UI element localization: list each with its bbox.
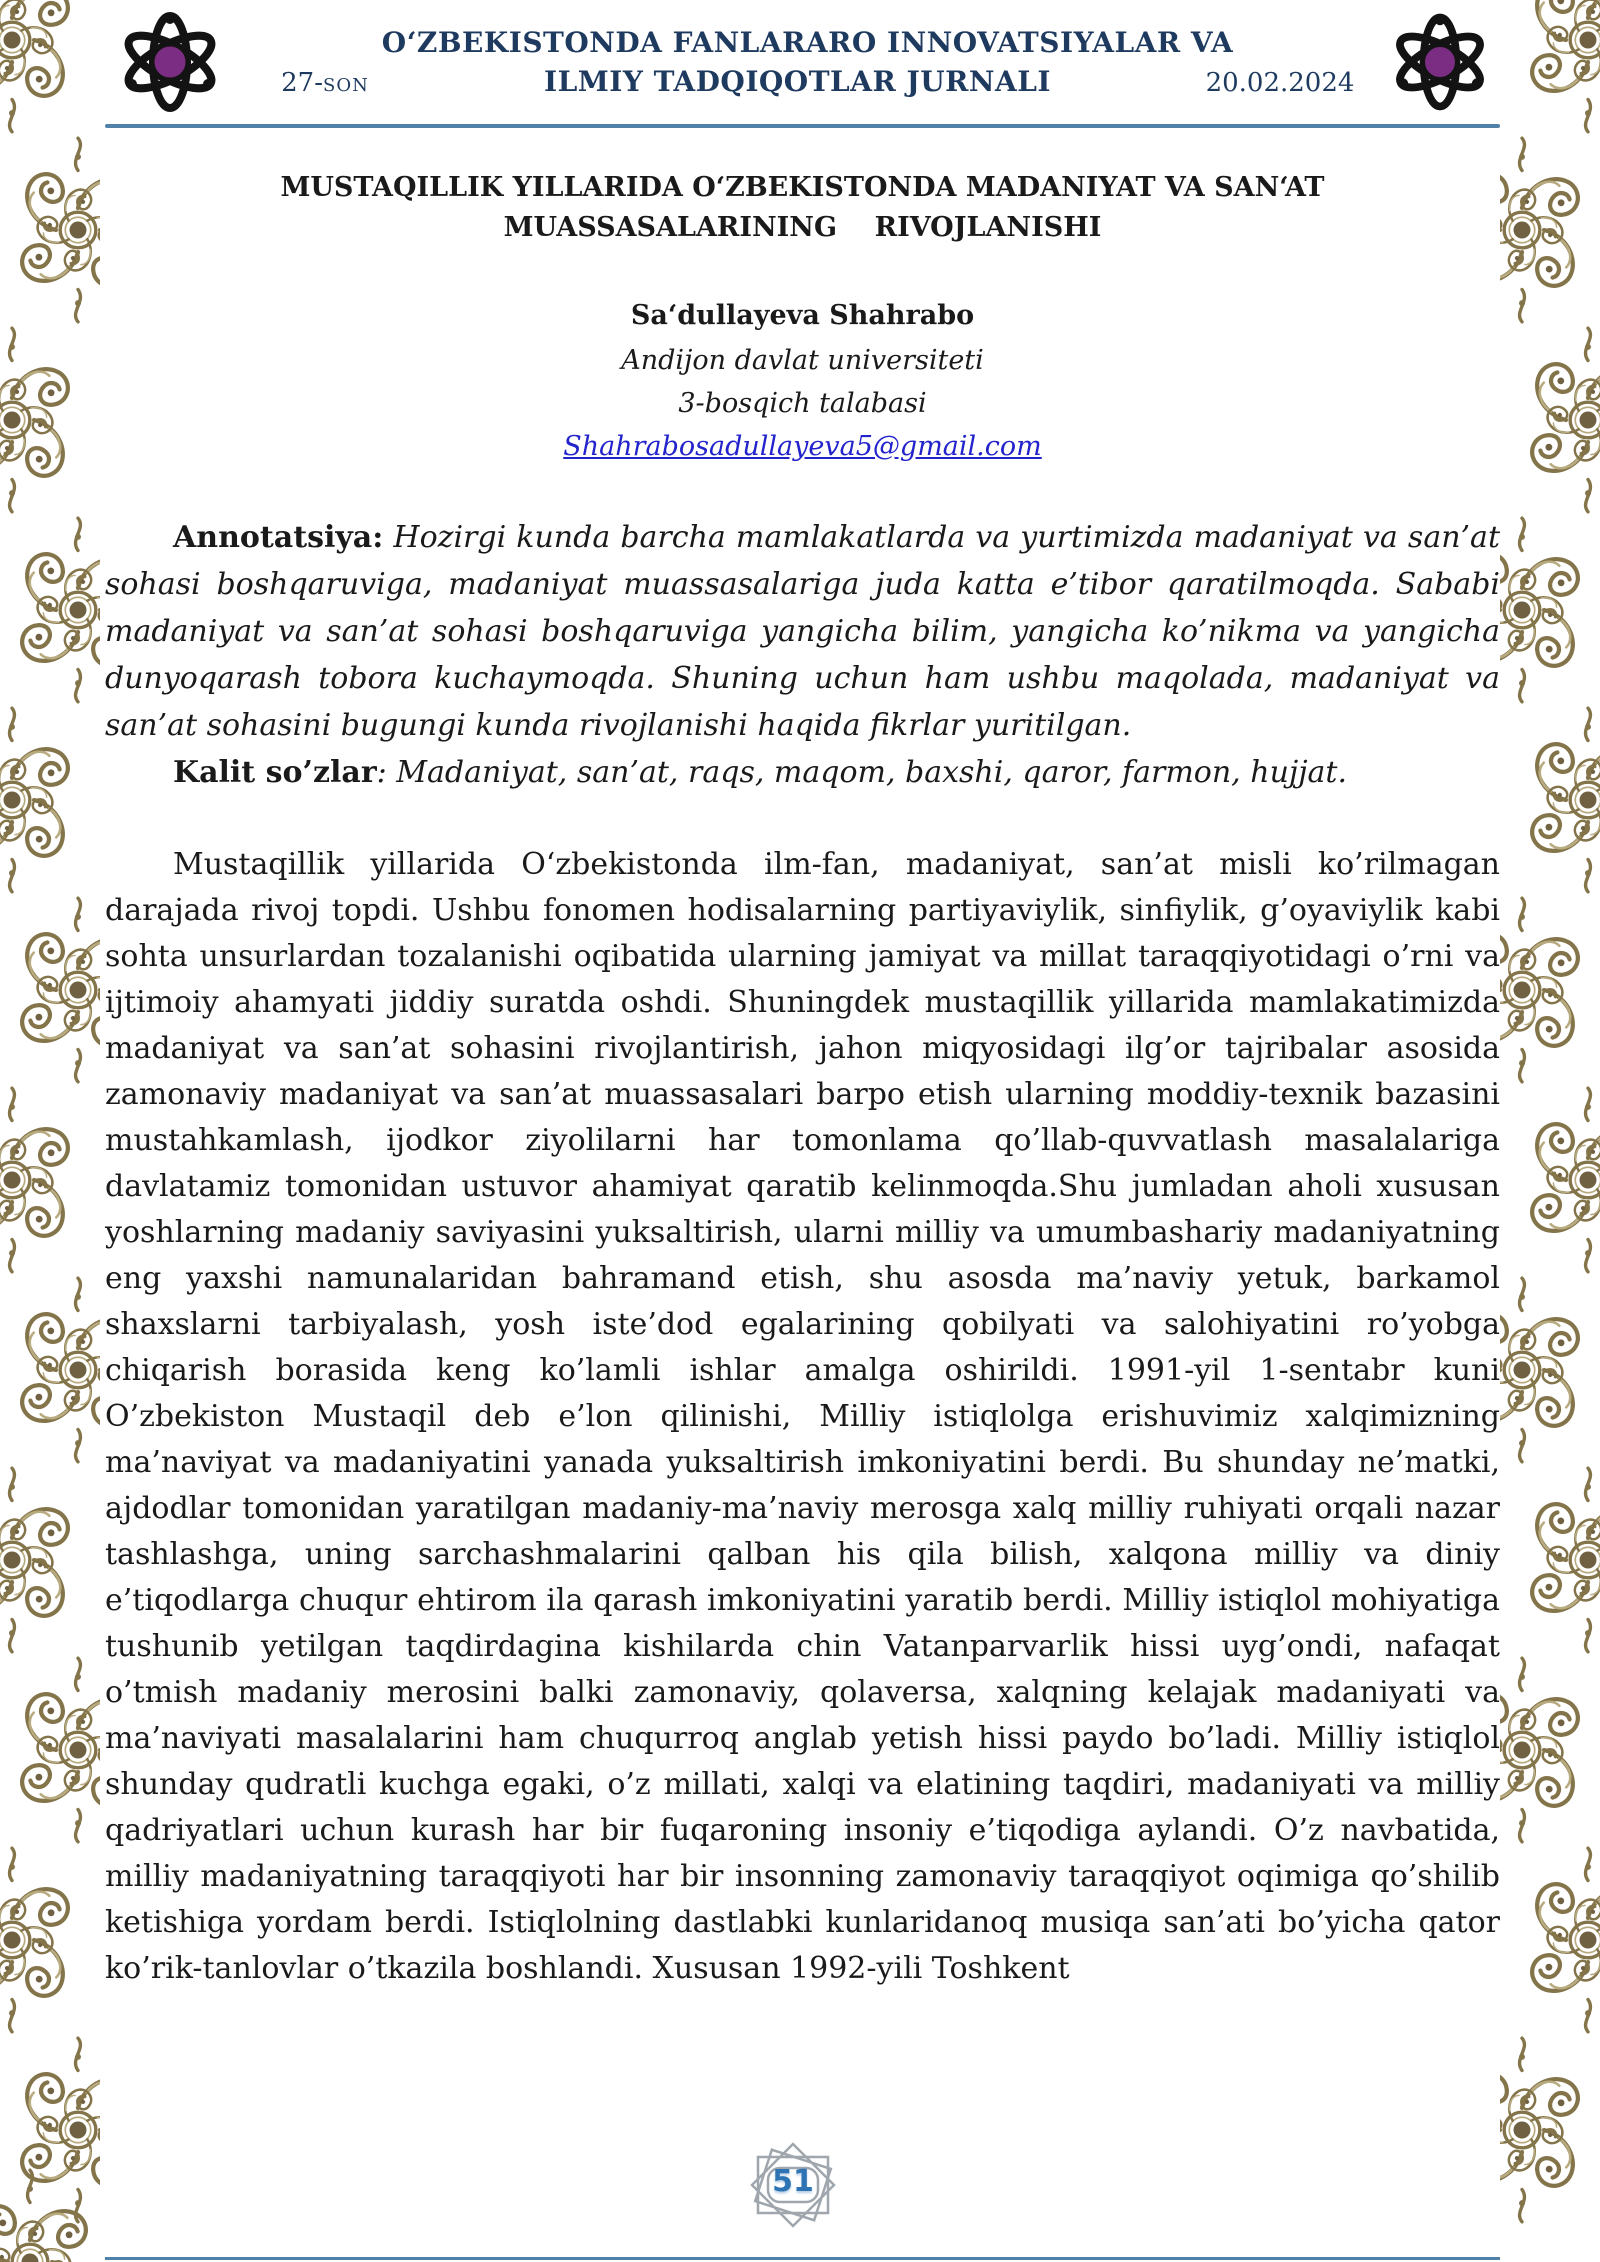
keywords-line <box>105 749 1500 796</box>
bottom-rule <box>105 2257 1500 2260</box>
keywords-text: : Madaniyat, san’at, raqs, maqom, baxshi, qaror, farmon, hujjat. <box>376 755 1347 790</box>
body-paragraph: Mustaqillik yillarida Oʻzbekistonda ilm-fan, madaniyat, san’at misli ko’rilmagan darajada rivoj topdi. Ushbu fonomen hodisalarning partiyaviylik, sinfiylik, g’oyaviylik kabi sohta unsurlardan tozalanishi oqibatida ularning jamiyat va millat taraqqiyotidagi o’rni va ijtimoiy ahamyati jiddiy suratda oshdi. Shuningdek mustaqillik yillarida mamlakatimizda madaniyat va san’at sohasini rivojlantirish, jahon miqyosidagi ilg’or tajribalar asosida zamonaviy madaniyat va san’at muassasalari barpo etish ularning moddiy-texnik bazasini mustahkamlash, ijodkor ziyolilarni har tomonlama qo’llab-quvvatlash masalalariga davlatamiz tomonidan ustuvor ahamiyat qaratib kelinmoqda.Shu jumladan aholi xususan yoshlarning madaniy saviyasini yuksaltirish, ularni milliy va umumbashariy madaniyatning eng yaxshi namunalaridan bahramand etish, shu asosda ma’naviy yetuk, barkamol shaxslarni tarbiyalash, yosh iste’dod egalarining qobilyati va salohiyatini ro’yobga chiqarish borasida keng ko’lamli ishlar amalga oshirildi. 1991-yil 1-sentabr kuni O’zbekiston Mustaqil deb e’lon qilinishi, Milliy istiqlolga erishuvimiz xalqimizning ma’naviyat va madaniyatini yanada yuksaltirish imkoniyatini berdi. Bu shunday ne’matki, ajdodlar tomonidan yaratilgan madaniy-ma’naviy merosga xalq milliy ruhiyati orqali nazar tashlashga, uning sarchashmalarini qalban his qila bilish, xalqona milliy va diniy e’tiqodlarga chuqur ehtirom ila qarash imkoniyatini yaratib berdi. Milliy istiqlol mohiyatiga tushunib yetilgan taqdirdagina kishilarda chin Vatanparvarlik hissi uyg’ondi, nafaqat o’tmish madaniy merosini balki zamonaviy, qolaversa, xalqning kelajak madaniyati va ma’naviyati masalalarini ham chuqurroq anglab yetish hissi paydo bo’ladi. Milliy istiqlol shunday qudratli kuchga egaki, o’z millati, xalqi va elatining taqdiri, madaniyati va milliy qadriyatlari uchun kurash har bir fuqaroning insoniy e’tiqodiga aylandi. O’z navbatida, milliy madaniyatning taraqqiyoti har bir insonning zamonaviy taraqqiyot oqimiga qo’shilib ketishiga yordam berdi. Istiqlolning dastlabki kunlaridanoq musiqa san’ati bo’yicha qator ko’rik-tanlovlar o’tkazila boshlandi. Xususan 1992-yili Toshkent <box>105 847 1500 1986</box>
author-email-link[interactable]: Shahrabosadullayeva5@gmail.com <box>563 431 1042 462</box>
atom-logo-left <box>105 10 235 114</box>
page-number-emblem <box>748 2138 838 2233</box>
abstract-paragraph <box>105 514 1500 749</box>
abstract-text: Hozirgi kunda barcha mamlakatlarda va yurtimizda madaniyat va san’at sohasi boshqaruviga, madaniyat muassasalariga juda katta e’tibor qaratilmoqda. Sababi madaniyat va san’at sohasi boshqaruviga yangicha bilim, yangicha ko’nikma va yangicha dunyoqarash tobora kuchaymoqda. Shuning uchun ham ushbu maqolada, madaniyat va san’at sohasini bugungi kunda rivojlanishi haqida fikrlar yuritilgan. <box>105 520 1500 743</box>
article-title: MUSTAQILLIK YILLARIDA OʻZBEKISTONDA MADANIYAT VA SANʻAT MUASSASALARINING RIVOJLANISHI <box>280 172 1325 243</box>
journal-header <box>105 0 1500 114</box>
atom-logo-right <box>1380 10 1500 114</box>
right-ornament-border <box>1500 0 1600 2262</box>
author-block <box>105 300 1500 462</box>
page-content <box>105 0 1500 1992</box>
keywords-label: Kalit so’zlar <box>173 755 377 790</box>
issue-number: 27-SON <box>281 68 369 98</box>
header-rule <box>105 124 1500 128</box>
author-name: Saʻdullayeva Shahrabo <box>630 300 975 331</box>
issue-date: 20.02.2024 <box>1205 68 1355 98</box>
journal-title-line2: ILMIY TADQIQOTLAR JURNALI <box>544 65 1051 98</box>
left-ornament-border <box>0 0 100 2262</box>
author-role: 3-bosqich talabasi <box>678 388 927 419</box>
abstract-label: Annotatsiya: <box>173 520 384 555</box>
journal-masthead <box>235 10 1380 98</box>
page-number: 51 <box>772 2164 814 2199</box>
author-affiliation: Andijon davlat universiteti <box>621 345 984 376</box>
journal-title-line1: OʻZBEKISTONDA FANLARARO INNOVATSIYALAR VA <box>381 26 1234 59</box>
